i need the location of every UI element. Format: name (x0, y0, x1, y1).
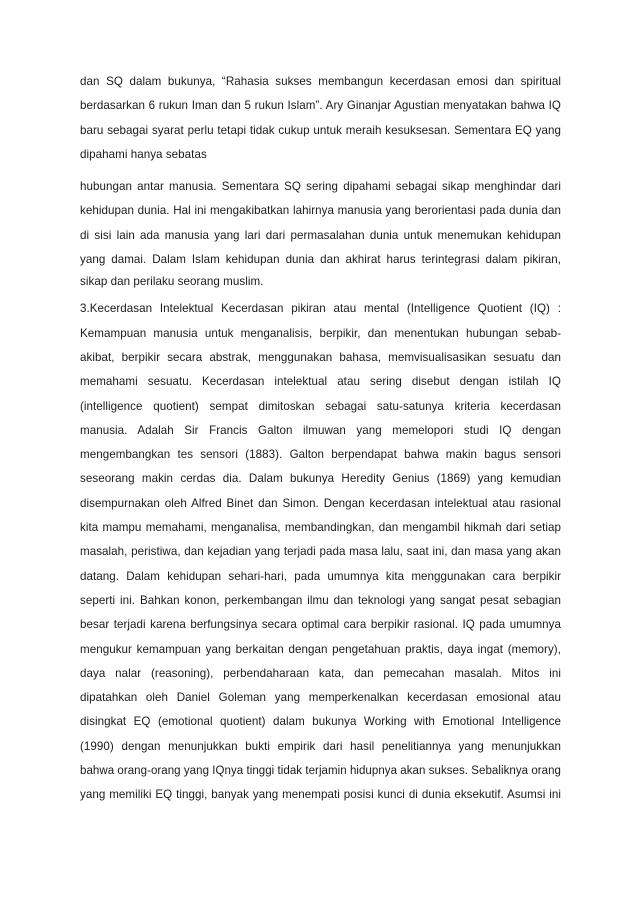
text-line: dipahami hanya sebatas (80, 147, 207, 161)
text-line: daya nalar (reasoning), perbendaharaan kata, dan pemecahan masalah. Mitos ini (80, 666, 561, 680)
text-line: (intelligence quotient) sempat dimitoskan sebagai satu-satunya kriteria kecerdasan (80, 399, 561, 413)
text-line: dipatahkan oleh Daniel Goleman yang memperkenalkan kecerdasan emosional atau (80, 691, 561, 705)
text-line: memahami sesuatu. Kecerdasan intelektual atau sering disebut dengan istilah IQ (80, 375, 561, 389)
text-line: (1990) dengan menunjukkan bukti empirik dari hasil penelitiannya yang menunjukkan (80, 739, 561, 753)
text-line: yang damai. Dalam Islam kehidupan dunia dan akhirat harus terintegrasi dalam pikiran, (80, 253, 561, 267)
text-line: besar terjadi karena berfungsinya secara optimal cara berpikir rasional. IQ pada umumnya (80, 618, 561, 632)
text-line: mengembangkan tes sensori (1883). Galton berpendapat bahwa makin bagus sensori (80, 448, 561, 462)
text-line: sikap dan perilaku seorang muslim. (80, 275, 264, 289)
paragraph-3 (80, 297, 561, 807)
text-line: disempurnakan oleh Alfred Binet dan Simon. Dengan kecerdasan intelektual atau rasional (80, 496, 561, 510)
text-line: masalah, peristiwa, dan kejadian yang terjadi pada masa lalu, saat ini, dan masa yang akan (80, 545, 561, 559)
paragraph-2 (80, 175, 561, 291)
text-line: seseorang makin cerdas dia. Dalam bukunya Heredity Genius (1869) yang kemudian (80, 472, 561, 486)
text-line: di sisi lain ada manusia yang lari dari permasalahan dunia untuk menemukan kehidupan (80, 228, 561, 242)
text-line: yang memiliki EQ tinggi, banyak yang menempati posisi kunci di dunia eksekutif. Asumsi ini (80, 788, 561, 802)
text-line: datang. Dalam kehidupan sehari-hari, pada umumnya kita menggunakan cara berpikir (80, 569, 561, 583)
text-line: akibat, berpikir secara abstrak, menggunakan bahasa, memvisualisasikan sesuatu dan (80, 350, 561, 364)
text-line: mengukur kemampuan yang berkaitan dengan pengetahuan praktis, daya ingat (memory), (80, 642, 561, 656)
text-line: baru sebagai syarat perlu tetapi tidak cukup untuk meraih kesuksesan. Sementara EQ yang (80, 123, 561, 137)
paragraph-1 (80, 70, 561, 167)
document-page (80, 70, 561, 808)
text-line: 3.Kecerdasan Intelektual Kecerdasan pikiran atau mental (Intelligence Quotient (IQ) : (80, 302, 561, 316)
text-line: kita mampu memahami, menganalisa, membandingkan, dan mengambil hikmah dari setiap (80, 521, 561, 535)
text-line: hubungan antar manusia. Sementara SQ sering dipahami sebagai sikap menghindar dari (80, 180, 561, 194)
text-line: manusia. Adalah Sir Francis Galton ilmuwan yang memelopori studi IQ dengan (80, 423, 561, 437)
text-line: bahwa orang-orang yang IQnya tinggi tidak terjamin hidupnya akan sukses. Sebaliknya orang (80, 765, 561, 778)
text-line: seperti ini. Bahkan konon, perkembangan ilmu dan teknologi yang sangat pesat sebagian (80, 593, 561, 607)
text-line: berdasarkan 6 rukun Iman dan 5 rukun Islam”. Ary Ginanjar Agustian menyatakan bahwa IQ (80, 99, 561, 113)
text-line: disingkat EQ (emotional quotient) dalam bukunya Working with Emotional Intelligence (80, 715, 561, 729)
text-line: dan SQ dalam bukunya, “Rahasia sukses membangun kecerdasan emosi dan spiritual (80, 75, 561, 88)
text-line: kehidupan dunia. Hal ini mengakibatkan lahirnya manusia yang berorientasi pada dunia dan (80, 204, 561, 218)
text-line: Kemampuan manusia untuk menganalisis, berpikir, dan menentukan hubungan sebab- (80, 326, 561, 340)
